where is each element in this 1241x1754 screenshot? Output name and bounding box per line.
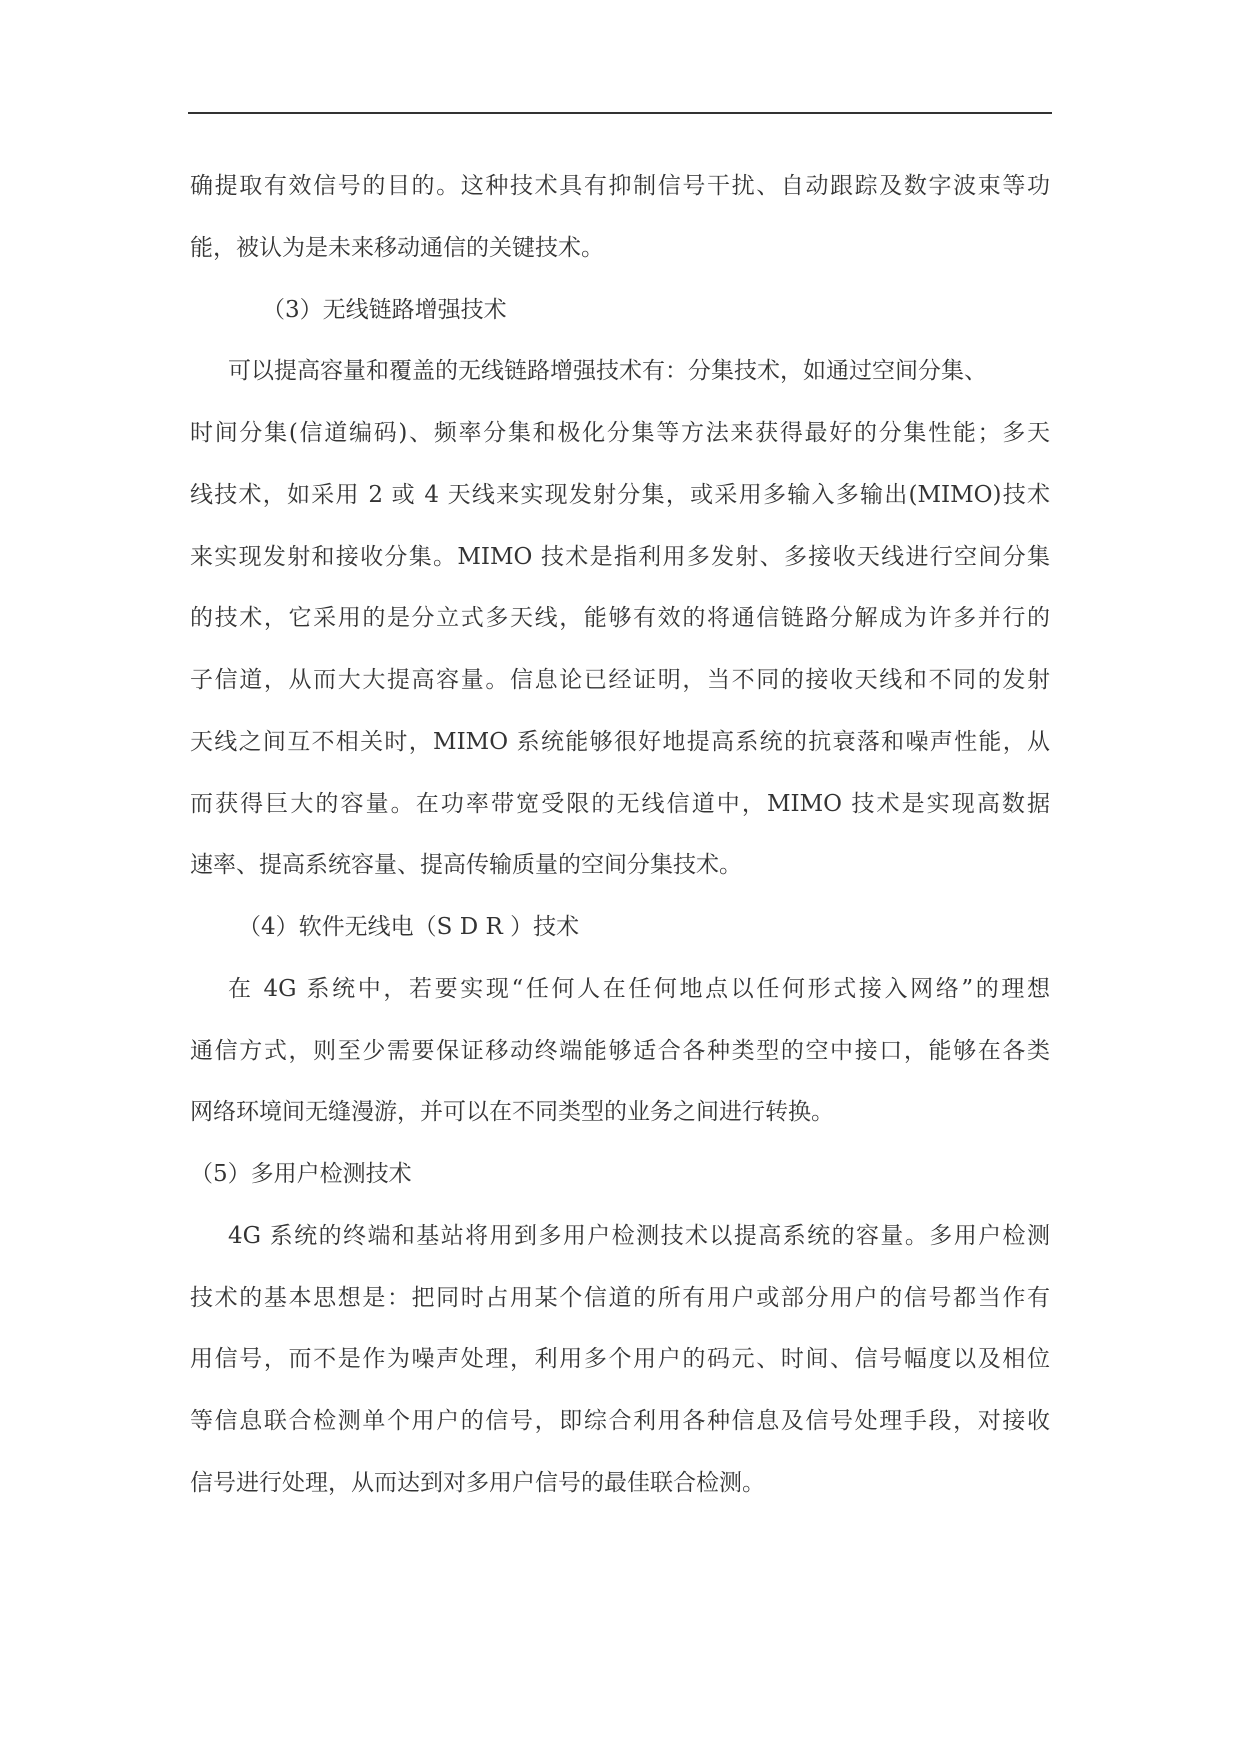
body-line: 在 4G 系统中，若要实现“任何人在任何地点以任何形式接入网络”的理想 [228, 976, 1050, 1002]
body-line: 信号进行处理，从而达到对多用户信号的最佳联合检测。 [190, 1470, 765, 1496]
body-line: 网络环境间无缝漫游，并可以在不同类型的业务之间进行转换。 [190, 1099, 834, 1125]
body-line: 子信道，从而大大提高容量。信息论已经证明，当不同的接收天线和不同的发射 [190, 667, 1050, 693]
body-line: 可以提高容量和覆盖的无线链路增强技术有：分集技术，如通过空间分集、 [228, 358, 987, 384]
body-line: 来实现发射和接收分集。MIMO 技术是指利用多发射、多接收天线进行空间分集 [190, 544, 1050, 570]
body-line: 等信息联合检测单个用户的信号，即综合利用各种信息及信号处理手段，对接收 [190, 1408, 1050, 1434]
body-line: 通信方式，则至少需要保证移动终端能够适合各种类型的空中接口，能够在各类 [190, 1038, 1050, 1064]
body-line: 能，被认为是未来移动通信的关键技术。 [190, 235, 604, 261]
body-line: 而获得巨大的容量。在功率带宽受限的无线信道中，MIMO 技术是实现高数据 [190, 791, 1050, 817]
body-line: 的技术，它采用的是分立式多天线，能够有效的将通信链路分解成为许多并行的 [190, 605, 1050, 631]
body-line: 4G 系统的终端和基站将用到多用户检测技术以提高系统的容量。多用户检测 [228, 1223, 1050, 1249]
header-rule [188, 112, 1052, 114]
body-line: 速率、提高系统容量、提高传输质量的空间分集技术。 [190, 852, 742, 878]
section-heading-3: （3）无线链路增强技术 [262, 297, 507, 323]
body-line: 天线之间互不相关时，MIMO 系统能够很好地提高系统的抗衰落和噪声性能，从 [190, 729, 1050, 755]
section-heading-5: （5）多用户检测技术 [190, 1161, 412, 1187]
body-line: 确提取有效信号的目的。这种技术具有抑制信号干扰、自动跟踪及数字波束等功 [190, 173, 1050, 199]
body-line: 技术的基本思想是：把同时占用某个信道的所有用户或部分用户的信号都当作有 [190, 1285, 1050, 1311]
body-line: 时间分集(信道编码)、频率分集和极化分集等方法来获得最好的分集性能；多天 [190, 420, 1050, 446]
body-line: 用信号，而不是作为噪声处理，利用多个用户的码元、时间、信号幅度以及相位 [190, 1346, 1050, 1372]
body-line: 线技术，如采用 2 或 4 天线来实现发射分集，或采用多输入多输出(MIMO)技术 [190, 482, 1050, 508]
section-heading-4: （4）软件无线电（S D R ）技术 [238, 914, 580, 940]
